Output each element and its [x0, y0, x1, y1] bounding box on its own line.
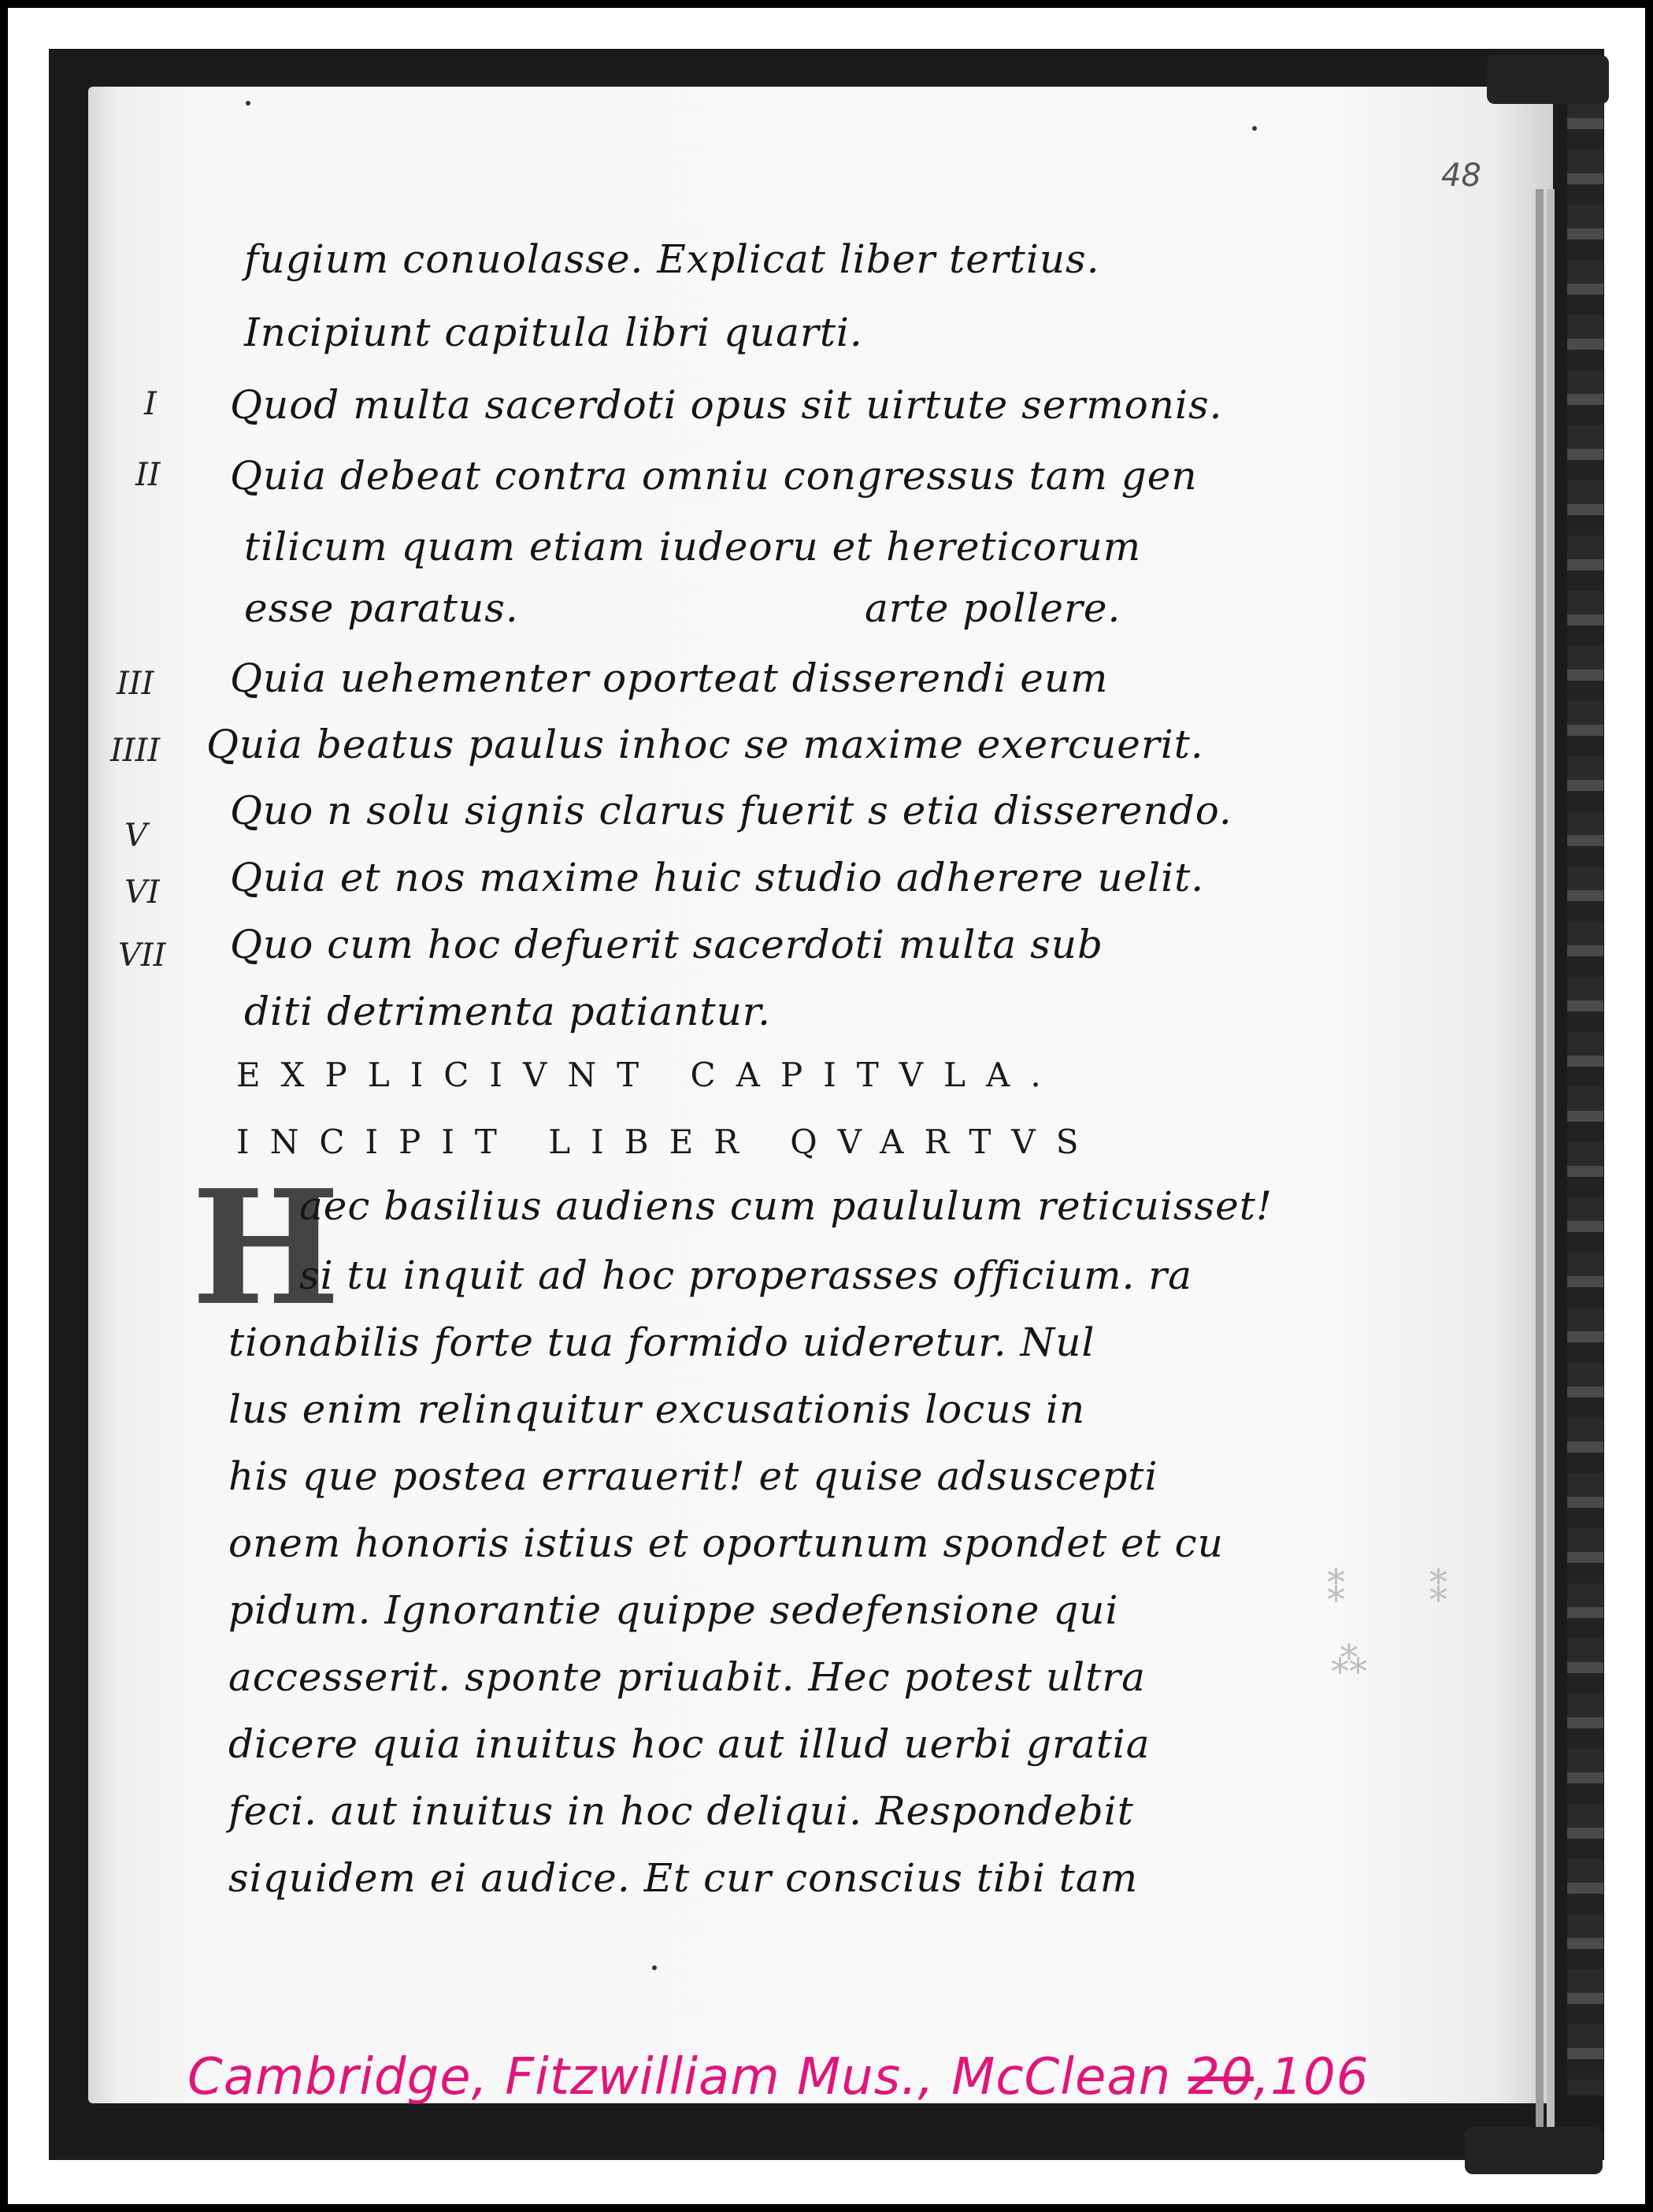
- faint-marginal-mark: ⁑: [1327, 1568, 1345, 1610]
- text-line: Incipiunt capitula libri quarti.: [244, 310, 863, 355]
- chapter-number: IIII: [110, 733, 161, 769]
- text-line: Quo n solu signis clarus fuerit s etia disserendo.: [230, 788, 1232, 833]
- caption-number: ,106: [1253, 2048, 1369, 2106]
- explicit-capitula: EXPLICIVNT CAPITVLA.: [236, 1056, 1062, 1094]
- text-line: esse paratus.: [244, 585, 519, 631]
- chapter-number: III: [117, 666, 154, 702]
- text-line: tionabilis forte tua formido uideretur. Nul: [228, 1319, 1095, 1365]
- text-line: pidum. Ignorantie quippe sedefensione qui: [228, 1587, 1119, 1633]
- page-speck: [246, 101, 250, 106]
- page-speck: [1252, 126, 1257, 131]
- faint-marginal-mark: ⁑: [1429, 1568, 1447, 1610]
- text-line: his que postea errauerit! et quise adsuscepti: [228, 1453, 1158, 1499]
- text-line: tilicum quam etiam iudeoru et hereticorum: [244, 524, 1142, 570]
- caption-text: Cambridge, Fitzwilliam Mus., McClean: [187, 2048, 1172, 2106]
- page-speck: [652, 1965, 657, 1970]
- text-line: fugium conuolasse. Explicat liber tertius.: [244, 236, 1100, 282]
- text-line: onem honoris istius et oportunum spondet et cu: [228, 1520, 1224, 1566]
- text-line: siquidem ei audice. Et cur conscius tibi tam: [228, 1855, 1139, 1901]
- faint-marginal-mark: ⁂: [1331, 1639, 1367, 1681]
- chapter-number: I: [144, 386, 157, 422]
- text-line: Quia uehementer oporteat disserendi eum: [230, 655, 1109, 701]
- text-line: accesserit. sponte priuabit. Hec potest ultra: [228, 1654, 1146, 1700]
- library-shelfmark-caption: [187, 2048, 1369, 2106]
- text-line: Quia debeat contra omniu congressus tam gen: [230, 453, 1198, 499]
- text-line: arte pollere.: [865, 585, 1121, 631]
- chapter-number: VI: [124, 874, 160, 911]
- chapter-number: II: [135, 457, 161, 493]
- text-line: dicere quia inuitus hoc aut illud uerbi gratia: [228, 1721, 1151, 1767]
- text-line: aec basilius audiens cum paululum reticuisset!: [299, 1183, 1273, 1229]
- text-line: Quo cum hoc defuerit sacerdoti multa sub: [230, 922, 1103, 967]
- text-line: Quod multa sacerdoti opus sit uirtute sermonis.: [230, 382, 1223, 428]
- chapter-number: V: [124, 818, 147, 854]
- text-line: lus enim relinquitur excusationis locus in: [228, 1386, 1086, 1432]
- incipit-liber: INCIPIT LIBER QVARTVS: [236, 1123, 1099, 1161]
- text-line: diti detrimenta patiantur.: [244, 989, 772, 1034]
- text-line: feci. aut inuitus in hoc deliqui. Respondebit: [228, 1788, 1134, 1834]
- folio-number: 48: [1441, 158, 1481, 194]
- text-line: Quia et nos maxime huic studio adherere uelit.: [230, 855, 1205, 900]
- text-line: Quia beatus paulus inhoc se maxime exercuerit.: [206, 722, 1204, 767]
- text-line: si tu inquit ad hoc properasses officium. ra: [299, 1253, 1193, 1298]
- chapter-number: VII: [118, 937, 166, 974]
- initial-letter: H: [191, 1156, 340, 1341]
- caption-struck-number: 20: [1188, 2048, 1254, 2106]
